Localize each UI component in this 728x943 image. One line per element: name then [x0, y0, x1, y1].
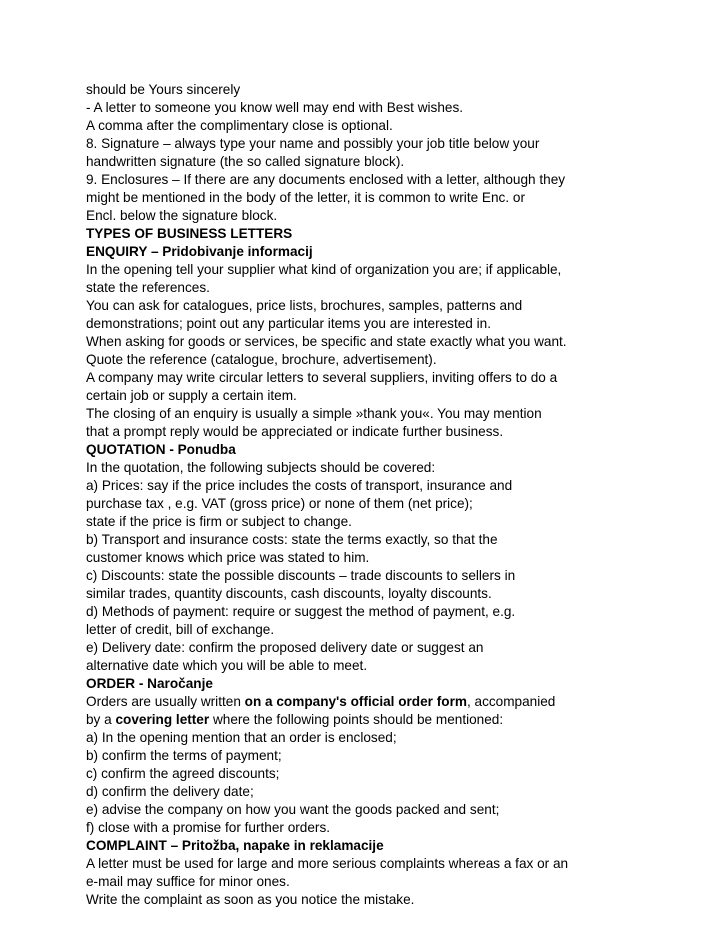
text-line — [86, 711, 706, 729]
text-segment: The closing of an enquiry is usually a simple »thank you«. You may mention — [86, 406, 542, 421]
text-segment: similar trades, quantity discounts, cash discounts, loyalty discounts. — [86, 586, 492, 601]
text-segment: You can ask for catalogues, price lists, brochures, samples, patterns and — [86, 298, 523, 313]
text-line — [86, 747, 706, 765]
text-line — [86, 423, 706, 441]
section-heading — [86, 225, 706, 243]
text-line — [86, 117, 706, 135]
text-segment: where the following points should be mentioned: — [209, 712, 504, 727]
text-line — [86, 585, 706, 603]
text-line — [86, 477, 706, 495]
text-segment: In the quotation, the following subjects should be covered: — [86, 460, 436, 475]
text-segment: Write the complaint as soon as you notice the mistake. — [86, 892, 415, 907]
text-segment: A comma after the complimentary close is optional. — [86, 118, 393, 133]
text-segment: Quote the reference (catalogue, brochure, advertisement). — [86, 352, 437, 367]
section-heading — [86, 243, 706, 261]
section-heading — [86, 675, 706, 693]
text-segment: d) confirm the delivery date; — [86, 784, 254, 799]
text-segment: e-mail may suffice for minor ones. — [86, 874, 290, 889]
text-segment: A company may write circular letters to several suppliers, inviting offers to do a — [86, 370, 558, 385]
text-segment: that a prompt reply would be appreciated or indicate further business. — [86, 424, 504, 439]
bold-text: covering letter — [115, 712, 210, 727]
bold-text: QUOTATION - Ponudba — [86, 442, 236, 457]
text-line — [86, 351, 706, 369]
bold-text: ENQUIRY – Pridobivanje informacij — [86, 244, 313, 259]
text-line — [86, 693, 706, 711]
text-line — [86, 603, 706, 621]
text-segment: demonstrations; point out any particular items you are interested in. — [86, 316, 492, 331]
text-line — [86, 657, 706, 675]
text-segment: letter of credit, bill of exchange. — [86, 622, 275, 637]
text-segment: f) close with a promise for further orders. — [86, 820, 331, 835]
text-line — [86, 189, 706, 207]
text-segment: Encl. below the signature block. — [86, 208, 278, 223]
text-line — [86, 405, 706, 423]
text-segment: Orders are usually written — [86, 694, 245, 709]
text-line — [86, 891, 706, 909]
bold-text: TYPES OF BUSINESS LETTERS — [86, 226, 293, 241]
text-segment: c) Discounts: state the possible discounts – trade discounts to sellers in — [86, 568, 516, 583]
text-line — [86, 783, 706, 801]
text-line — [86, 459, 706, 477]
text-segment: e) advise the company on how you want the goods packed and sent; — [86, 802, 500, 817]
text-line — [86, 153, 706, 171]
text-line — [86, 135, 706, 153]
text-segment: - A letter to someone you know well may end with Best wishes. — [86, 100, 464, 115]
text-segment: might be mentioned in the body of the letter, it is common to write Enc. or — [86, 190, 525, 205]
text-segment: , accompanied — [466, 694, 556, 709]
text-segment: b) Transport and insurance costs: state the terms exactly, so that the — [86, 532, 498, 547]
bold-text: ORDER - Naročanje — [86, 676, 213, 691]
text-line — [86, 639, 706, 657]
text-line — [86, 81, 706, 99]
text-segment: customer knows which price was stated to him. — [86, 550, 370, 565]
text-segment: When asking for goods or services, be specific and state exactly what you want. — [86, 334, 567, 349]
text-segment: handwritten signature (the so called signature block). — [86, 154, 405, 169]
text-line — [86, 297, 706, 315]
text-segment: 8. Signature – always type your name and possibly your job title below your — [86, 136, 540, 151]
text-line — [86, 333, 706, 351]
text-segment: A letter must be used for large and more serious complaints whereas a fax or an — [86, 856, 569, 871]
text-line — [86, 495, 706, 513]
text-line — [86, 567, 706, 585]
text-line — [86, 765, 706, 783]
text-segment: In the opening tell your supplier what kind of organization you are; if applicable, — [86, 262, 562, 277]
text-segment: a) In the opening mention that an order is enclosed; — [86, 730, 397, 745]
text-segment: 9. Enclosures – If there are any documents enclosed with a letter, although they — [86, 172, 566, 187]
text-segment: a) Prices: say if the price includes the costs of transport, insurance and — [86, 478, 513, 493]
text-segment: certain job or supply a certain item. — [86, 388, 297, 403]
text-segment: b) confirm the terms of payment; — [86, 748, 282, 763]
text-line — [86, 387, 706, 405]
text-line — [86, 315, 706, 333]
text-segment: purchase tax , e.g. VAT (gross price) or none of them (net price); — [86, 496, 473, 511]
text-line — [86, 261, 706, 279]
bold-text: on a company's official order form — [244, 694, 467, 709]
text-line — [86, 819, 706, 837]
text-line — [86, 99, 706, 117]
text-segment: should be Yours sincerely — [86, 82, 241, 97]
text-line — [86, 855, 706, 873]
text-segment: d) Methods of payment: require or suggest the method of payment, e.g. — [86, 604, 516, 619]
text-line — [86, 171, 706, 189]
text-segment: alternative date which you will be able to meet. — [86, 658, 368, 673]
bold-text: COMPLAINT – Pritožba, napake in reklamacije — [86, 838, 384, 853]
text-line — [86, 873, 706, 891]
section-heading — [86, 837, 706, 855]
text-segment: e) Delivery date: confirm the proposed delivery date or suggest an — [86, 640, 484, 655]
text-line — [86, 207, 706, 225]
text-line — [86, 279, 706, 297]
text-line — [86, 729, 706, 747]
text-segment: c) confirm the agreed discounts; — [86, 766, 280, 781]
text-segment: state if the price is firm or subject to change. — [86, 514, 352, 529]
section-heading — [86, 441, 706, 459]
document-body — [86, 81, 706, 909]
text-line — [86, 513, 706, 531]
text-segment: state the references. — [86, 280, 210, 295]
text-segment: by a — [86, 712, 116, 727]
text-line — [86, 801, 706, 819]
text-line — [86, 531, 706, 549]
text-line — [86, 369, 706, 387]
text-line — [86, 621, 706, 639]
text-line — [86, 549, 706, 567]
